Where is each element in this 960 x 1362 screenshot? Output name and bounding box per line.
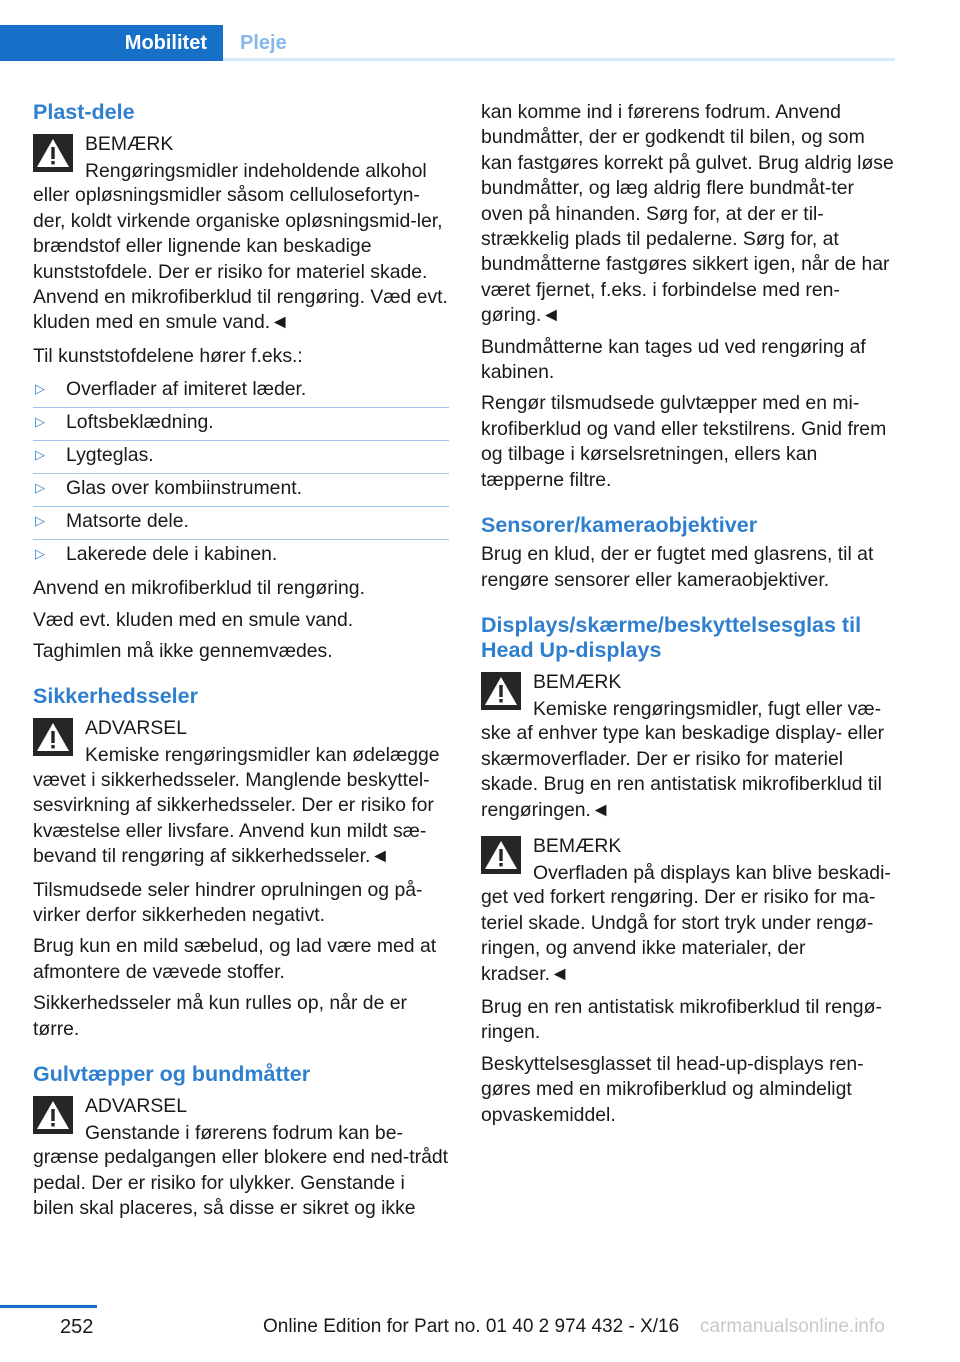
paragraph: Rengør tilsmudsede gulvtæpper med en mi-krofiberklud og vand eller tekstilrens. Gnid frem og tilbage i kørselsretningen, ellers kan tæpperne filtre. — [481, 392, 887, 491]
triangle-bullet-icon: ▷ — [35, 480, 45, 496]
list-item: ▷ Loftsbeklædning. — [33, 407, 449, 440]
notice-bemaerk — [481, 667, 897, 823]
triangle-bullet-icon: ▷ — [35, 414, 45, 430]
tab-mobilitet[interactable]: Mobilitet — [0, 25, 223, 61]
watermark: carmanualsonline.info — [700, 1316, 885, 1337]
triangle-bullet-icon: ▷ — [35, 447, 45, 463]
page-number: 252 — [60, 1316, 94, 1338]
notice-text: grænse pedalgangen eller blokere end ned-trådt pedal. Der er risiko for ulykker. Genstande i bilen skal placeres, så disse er sikret og ikke — [33, 1146, 449, 1220]
bullet-list — [33, 375, 449, 572]
paragraph: Taghimlen må ikke gennemvædes. — [33, 640, 333, 663]
notice-label: BEMÆRK — [533, 834, 622, 857]
paragraph: Beskyttelsesglasset til head-up-displays ren-gøres med en mikrofiberklud og almindeligt opvaskemiddel. — [481, 1052, 864, 1126]
notice-label: BEMÆRK — [85, 133, 174, 155]
footer-rule — [0, 1305, 97, 1308]
paragraph: Brug kun en mild sæbelud, og lad være med at afmontere de vævede stoffer. — [33, 935, 437, 983]
section-title-sensorer: Sensorer/kameraobjektiver — [481, 513, 758, 538]
paragraph: Brug en ren antistatisk mikrofiberklud til rengø-ringen. — [481, 995, 882, 1044]
section-title-plast-dele: Plast-dele — [33, 100, 135, 124]
notice-text: ske af enhver type kan beskadige display- eller skærmoverflader. Der er risiko for materiel skade. Brug en ren antistatisk mikrofiberklud til rengøringen.◄ — [481, 722, 885, 821]
notice-advarsel — [33, 1091, 449, 1222]
list-item: ▷ Glas over kombiinstrument. — [33, 473, 449, 506]
triangle-bullet-icon: ▷ — [35, 546, 45, 562]
notice-lead: Rengøringsmidler indeholdende alkohol — [85, 160, 427, 182]
paragraph: Anvend en mikrofiberklud til rengøring. — [33, 577, 365, 600]
list-item: ▷ Lakerede dele i kabinen. — [33, 539, 449, 572]
section-title-displays: Displays/skærme/beskyttelsesglas til Head Up-displays — [481, 612, 862, 662]
warning-triangle-icon — [481, 672, 521, 710]
paragraph: Brug en klud, der er fugtet med glasrens, til at rengøre sensorer eller kameraobjektiver. — [481, 543, 874, 591]
paragraph: Bundmåtterne kan tages ud ved rengøring af kabinen. — [481, 335, 866, 384]
left-column — [33, 100, 449, 1230]
paragraph: Sikkerhedsseler må kun rulles op, når de er tørre. — [33, 992, 407, 1040]
warning-triangle-icon — [33, 134, 73, 172]
right-column — [481, 100, 897, 1134]
notice-lead: Genstande i førerens fodrum kan be- — [85, 1121, 403, 1144]
notice-label: ADVARSEL — [85, 717, 188, 740]
triangle-bullet-icon: ▷ — [35, 381, 45, 397]
triangle-bullet-icon: ▷ — [35, 513, 45, 529]
notice-text: eller opløsningsmidler såsom cellulosefortyn-der, koldt virkende organiske opløsningsmid-ler, brændstof eller lignende kan beskadige kunststofdele. Der er risiko for materiel skade. Anvend en mikrofiberklud til rengøring. Væd evt. kluden med en smule vand.◄ — [33, 184, 448, 334]
notice-bemaerk — [33, 129, 449, 336]
warning-triangle-icon — [481, 836, 521, 874]
notice-label: ADVARSEL — [85, 1094, 188, 1117]
paragraph: Til kunststofdelene hører f.eks.: — [33, 344, 303, 367]
section-title-gulvtaepper: Gulvtæpper og bundmåtter — [33, 1061, 311, 1086]
paragraph: kan komme ind i førerens fodrum. Anvend bundmåtter, der er godkendt til bilen, og som kan fastgøres korrekt på gulvet. Brug aldrig løse bundmåtter, og læg aldrig flere bundmåt-ter oven på hinanden. Sørg for, at der er til-strækkelig plads til pedalerne. Sørg for, at bundmåtterne fastgøres sikkert igen, når de har været fjernet, f.eks. i forbindelse med ren-gøring.◄ — [481, 101, 894, 327]
notice-text: vævet i sikkerhedsseler. Manglende beskyttel-sesvirkning af sikkerhedsseler. Der er risiko for kvæstelse eller livsfare. Anvend kun mildt sæ-bevand til rengøring af sikkerhedsseler.◄ — [33, 768, 434, 868]
list-item: ▷ Lygteglas. — [33, 440, 449, 473]
notice-label: BEMÆRK — [533, 670, 622, 693]
chapter-tabs — [0, 25, 895, 61]
notice-advarsel — [33, 713, 449, 869]
notice-lead: Overfladen på displays kan blive beskadi- — [533, 861, 891, 884]
list-item: ▷ Overflader af imiteret læder. — [33, 375, 449, 407]
edition-text: Online Edition for Part no. 01 40 2 974 432 - X/16 — [263, 1316, 680, 1337]
notice-lead: Kemiske rengøringsmidler kan ødelægge — [85, 744, 440, 767]
notice-lead: Kemiske rengøringsmidler, fugt eller væ- — [533, 697, 882, 720]
notice-bemaerk — [481, 831, 897, 987]
notice-text: get ved forkert rengøring. Der er risiko for ma-teriel skade. Undgå for stort tryk under rengø-ringen, og anvend ikke materialer, der kradser.◄ — [481, 886, 876, 985]
list-item: ▷ Matsorte dele. — [33, 506, 449, 539]
tab-pleje[interactable]: Pleje — [240, 31, 287, 54]
section-title-sikkerhedsseler: Sikkerhedsseler — [33, 684, 198, 709]
paragraph: Væd evt. kluden med en smule vand. — [33, 608, 354, 631]
paragraph: Tilsmudsede seler hindrer oprulningen og på-virker derfor sikkerheden negativt. — [33, 878, 423, 926]
warning-triangle-icon — [33, 1096, 73, 1134]
warning-triangle-icon — [33, 718, 73, 756]
